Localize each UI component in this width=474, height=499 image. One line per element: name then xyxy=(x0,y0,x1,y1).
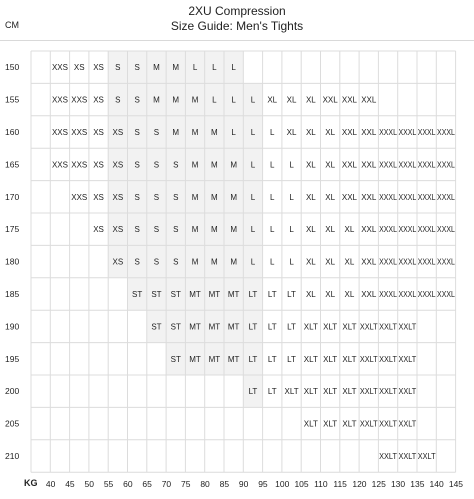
weight-tick-label: 55 xyxy=(103,479,114,489)
size-cell-value: XXL xyxy=(361,257,377,267)
size-cell-value: L xyxy=(250,192,256,202)
size-cell-value: XXLT xyxy=(417,452,436,461)
size-cell-value: XL xyxy=(325,128,336,137)
size-cell-value: L xyxy=(250,128,256,137)
size-cell-value: ST xyxy=(170,322,181,332)
size-cell-value: LT xyxy=(267,354,277,364)
size-cell-value: S xyxy=(134,63,140,73)
size-cell-value: LT xyxy=(248,290,258,299)
height-tick-label: 200 xyxy=(5,386,20,397)
size-cell-value: L xyxy=(289,225,294,235)
size-cell-value: MT xyxy=(208,290,221,299)
size-cell-value: XXL xyxy=(322,95,338,105)
size-cell-value: XLT xyxy=(303,387,318,397)
size-cell-value: L xyxy=(231,63,236,73)
size-cell-value: XXL xyxy=(361,192,377,202)
size-cell-value: XXL xyxy=(361,160,377,170)
size-cell-value: S xyxy=(173,160,179,170)
size-cell-value: M xyxy=(211,225,218,235)
size-cell-value: XXS xyxy=(51,128,68,137)
size-cell-value: XXL xyxy=(361,225,377,235)
size-cell-value: LT xyxy=(267,322,277,332)
height-tick-label: 185 xyxy=(5,289,20,299)
weight-tick-label: 135 xyxy=(410,479,425,489)
size-cell-value: XL xyxy=(325,257,336,267)
size-cell-value: XXXL xyxy=(417,160,437,170)
size-cell-value: LT xyxy=(248,354,258,364)
weight-tick-label: 105 xyxy=(294,479,309,489)
height-tick-label: 170 xyxy=(5,191,20,202)
size-cell-value: XXXL xyxy=(379,225,398,235)
size-cell-value: XLT xyxy=(342,322,357,332)
size-cell-value: XXS xyxy=(71,160,88,170)
size-cell-value: S xyxy=(153,225,160,235)
size-cell-value: XLT xyxy=(323,354,338,364)
size-cell-value: L xyxy=(270,225,275,235)
size-cell-value: XXLT xyxy=(359,354,378,364)
size-cell-value: XXXL xyxy=(379,257,398,267)
weight-tick-label: 120 xyxy=(352,479,367,489)
size-cell-value: XXLT xyxy=(398,322,417,332)
size-cell-value: XXLT xyxy=(379,387,398,397)
size-cell-value: M xyxy=(191,160,199,170)
height-tick-label: 155 xyxy=(5,94,20,105)
size-cell-value: L xyxy=(192,63,198,73)
size-cell-value: S xyxy=(153,192,160,202)
size-cell-value: XXS xyxy=(51,95,68,105)
size-cell-value: XLT xyxy=(323,419,338,429)
size-cell-value: XXLT xyxy=(359,322,378,332)
height-unit-label: CM xyxy=(5,20,19,30)
weight-tick-label: 110 xyxy=(314,479,328,489)
size-cell-value: XS xyxy=(93,63,104,73)
weight-unit-label: KG xyxy=(24,478,38,488)
size-cell-value: L xyxy=(270,257,275,267)
size-cell-value: XXLT xyxy=(398,387,417,397)
size-cell-value: M xyxy=(153,63,160,73)
size-cell-value: XL xyxy=(286,95,297,105)
size-cell-value: L xyxy=(250,95,256,105)
size-cell-value: XXXL xyxy=(437,225,456,235)
weight-tick-label: 40 xyxy=(45,479,56,489)
size-cell-value: XL xyxy=(305,95,316,105)
size-cell-value: MT xyxy=(208,354,221,364)
size-cell-value: MT xyxy=(227,354,240,364)
weight-tick-label: 115 xyxy=(333,479,347,489)
size-cell-value: XL xyxy=(305,128,316,137)
size-cell-value: XL xyxy=(305,225,316,235)
chart-subtitle: Size Guide: Men's Tights xyxy=(170,19,304,33)
size-cell-value: XS xyxy=(73,63,85,73)
size-cell-value: S xyxy=(134,95,140,105)
size-cell-value: S xyxy=(153,257,160,267)
size-cell-value: L xyxy=(231,128,236,137)
size-cell-value: XS xyxy=(93,225,104,235)
size-cell-value: XL xyxy=(305,192,316,202)
size-cell-value: XXXL xyxy=(437,128,456,137)
size-cell-value: XXL xyxy=(341,192,358,202)
size-cell-value: S xyxy=(173,192,179,202)
size-cell-value: MT xyxy=(227,290,240,299)
weight-tick-label: 45 xyxy=(65,479,75,489)
size-cell-value: XLT xyxy=(303,419,318,429)
size-cell-value: LT xyxy=(287,322,296,332)
size-cell-value: XXXL xyxy=(417,225,437,235)
size-cell-value: M xyxy=(191,95,199,105)
size-cell-value: XXS xyxy=(71,95,88,105)
size-cell-value: XXL xyxy=(341,95,358,105)
size-cell-value: M xyxy=(191,128,199,137)
size-cell-value: M xyxy=(153,95,160,105)
size-cell-value: L xyxy=(270,128,275,137)
size-cell-value: MT xyxy=(208,322,221,332)
size-cell-value: M xyxy=(230,257,237,267)
size-cell-value: S xyxy=(134,225,140,235)
size-cell-value: M xyxy=(172,63,180,73)
size-cell-value: XXXL xyxy=(398,257,417,267)
height-tick-label: 165 xyxy=(5,159,20,170)
size-cell-value: XXLT xyxy=(379,322,398,332)
size-cell-value: S xyxy=(115,95,121,105)
size-cell-value: M xyxy=(230,192,237,202)
size-cell-value: XS xyxy=(112,160,124,170)
size-cell-value: XXLT xyxy=(398,354,417,364)
weight-tick-label: 140 xyxy=(429,479,444,489)
size-cell-value: XXXL xyxy=(398,128,417,137)
size-cell-value: XXLT xyxy=(398,452,417,461)
size-cell-value: M xyxy=(172,128,180,137)
size-cell-value: ST xyxy=(151,290,162,299)
size-cell-value: ST xyxy=(151,322,162,332)
chart-title: 2XU Compression xyxy=(188,4,286,18)
size-cell-value: XXXL xyxy=(437,290,456,299)
weight-tick-label: 130 xyxy=(390,479,406,489)
size-cell-value: XXXL xyxy=(417,128,437,137)
size-cell-value: MT xyxy=(189,354,201,364)
size-cell-value: ST xyxy=(170,354,181,364)
weight-tick-label: 95 xyxy=(258,479,268,489)
size-cell-value: M xyxy=(211,128,218,137)
height-tick-label: 190 xyxy=(5,321,20,332)
size-cell-value: XXLT xyxy=(379,354,398,364)
height-tick-label: 195 xyxy=(5,353,20,364)
size-cell-value: L xyxy=(289,160,294,170)
size-cell-value: M xyxy=(191,257,199,267)
height-tick-label: 210 xyxy=(5,451,20,461)
size-cell-value: XL xyxy=(286,128,297,137)
size-cell-value: LT xyxy=(267,290,277,299)
size-cell-value: XL xyxy=(305,257,316,267)
weight-tick-label: 80 xyxy=(200,479,210,489)
size-cell-value: XL xyxy=(267,95,278,105)
size-cell-value: LT xyxy=(267,387,277,397)
size-cell-value: XXXL xyxy=(417,290,437,299)
weight-tick-label: 60 xyxy=(123,479,133,489)
size-cell-value: XXL xyxy=(361,128,377,137)
size-cell-value: M xyxy=(230,160,237,170)
size-cell-value: XXLT xyxy=(398,419,417,429)
size-cell-value: XL xyxy=(325,160,336,170)
size-cell-value: XXLT xyxy=(359,419,378,429)
size-cell-value: XXS xyxy=(71,128,88,137)
size-cell-value: XL xyxy=(305,290,316,299)
size-cell-value: S xyxy=(134,128,140,137)
size-cell-value: XXL xyxy=(361,95,377,105)
height-tick-label: 150 xyxy=(5,62,20,73)
size-cell-value: LT xyxy=(248,322,258,332)
size-cell-value: M xyxy=(211,192,218,202)
weight-tick-label: 85 xyxy=(219,479,230,489)
size-cell-value: XS xyxy=(112,225,124,235)
size-cell-value: M xyxy=(211,257,218,267)
size-cell-value: XLT xyxy=(342,419,357,429)
size-cell-value: L xyxy=(212,63,217,73)
weight-tick-label: 65 xyxy=(142,479,152,489)
size-cell-value: XL xyxy=(344,290,355,299)
weight-tick-label: 70 xyxy=(161,479,172,489)
size-cell-value: XXXL xyxy=(417,192,437,202)
size-cell-value: XXXL xyxy=(379,128,398,137)
size-cell-value: XLT xyxy=(342,387,357,397)
weight-tick-label: 100 xyxy=(275,479,290,489)
size-cell-value: MT xyxy=(227,322,240,332)
size-cell-value: XXLT xyxy=(379,452,398,461)
size-cell-value: XL xyxy=(325,225,336,235)
size-cell-value: XXS xyxy=(71,192,88,202)
size-cell-value: XXXL xyxy=(437,192,456,202)
size-cell-value: XXXL xyxy=(437,160,456,170)
size-cell-value: L xyxy=(270,192,275,202)
size-cell-value: XXLT xyxy=(359,387,378,397)
size-cell-value: L xyxy=(250,160,256,170)
size-cell-value: LT xyxy=(248,387,258,397)
size-cell-value: S xyxy=(153,160,160,170)
size-cell-value: ST xyxy=(132,290,143,299)
weight-tick-label: 125 xyxy=(371,479,386,489)
size-cell-value: S xyxy=(115,63,121,73)
weight-tick-label: 50 xyxy=(84,479,94,489)
size-cell-value: S xyxy=(134,192,140,202)
size-cell-value: XS xyxy=(112,192,124,202)
size-cell-value: S xyxy=(153,128,160,137)
size-cell-value: M xyxy=(172,95,180,105)
size-cell-value: XLT xyxy=(284,387,299,397)
size-cell-value: XXL xyxy=(341,160,358,170)
size-cell-value: XXXL xyxy=(379,160,398,170)
size-cell-value: XS xyxy=(93,128,104,137)
size-cell-value: XXXL xyxy=(379,192,398,202)
size-cell-value: L xyxy=(289,192,294,202)
size-cell-value: XXXL xyxy=(379,290,398,299)
size-cell-value: LT xyxy=(287,290,296,299)
size-cell-value: M xyxy=(230,225,237,235)
size-cell-value: XLT xyxy=(303,354,318,364)
size-cell-value: S xyxy=(134,160,140,170)
size-cell-value: XXXL xyxy=(398,192,417,202)
size-cell-value: M xyxy=(191,225,199,235)
size-cell-value: MT xyxy=(189,322,201,332)
size-cell-value: XS xyxy=(93,192,104,202)
size-cell-value: XXL xyxy=(361,290,377,299)
size-cell-value: XS xyxy=(93,95,104,105)
size-cell-value: XL xyxy=(325,290,336,299)
size-cell-value: XLT xyxy=(342,354,357,364)
size-cell-value: S xyxy=(134,257,140,267)
size-cell-value: XS xyxy=(93,160,104,170)
size-cell-value: XL xyxy=(305,160,316,170)
size-cell-value: S xyxy=(173,225,179,235)
size-cell-value: XXXL xyxy=(398,290,417,299)
size-cell-value: XXXL xyxy=(417,257,437,267)
size-cell-value: XLT xyxy=(303,322,318,332)
size-cell-value: XLT xyxy=(323,322,338,332)
size-cell-value: XXL xyxy=(341,128,358,137)
size-cell-value: XXS xyxy=(51,160,68,170)
weight-tick-label: 145 xyxy=(448,479,464,489)
size-cell-value: L xyxy=(289,257,294,267)
size-cell-value: XS xyxy=(112,257,124,267)
size-cell-value: L xyxy=(250,257,256,267)
weight-tick-label: 75 xyxy=(181,479,191,489)
size-cell-value: XL xyxy=(344,257,355,267)
height-tick-label: 205 xyxy=(5,418,20,429)
size-cell-value: L xyxy=(250,225,256,235)
size-cell-value: L xyxy=(270,160,275,170)
size-cell-value: XXXL xyxy=(398,225,417,235)
size-cell-value: XL xyxy=(325,192,336,202)
size-cell-value: XLT xyxy=(323,387,338,397)
size-cell-value: L xyxy=(212,95,217,105)
size-cell-value: XXS xyxy=(51,63,68,73)
size-cell-value: XS xyxy=(112,128,124,137)
size-cell-value: XXLT xyxy=(379,419,398,429)
size-cell-value: L xyxy=(231,95,236,105)
size-cell-value: XXXL xyxy=(437,257,456,267)
height-tick-label: 160 xyxy=(5,127,20,137)
size-cell-value: M xyxy=(191,192,199,202)
weight-tick-label: 90 xyxy=(238,479,249,489)
size-cell-value: S xyxy=(173,257,179,267)
size-cell-value: XL xyxy=(344,225,355,235)
size-cell-value: XXXL xyxy=(398,160,417,170)
size-cell-value: M xyxy=(211,160,218,170)
height-tick-label: 180 xyxy=(5,256,20,267)
size-cell-value: LT xyxy=(287,354,296,364)
size-cell-value: MT xyxy=(189,290,201,299)
height-tick-label: 175 xyxy=(5,224,20,235)
size-cell-value: ST xyxy=(170,290,181,299)
